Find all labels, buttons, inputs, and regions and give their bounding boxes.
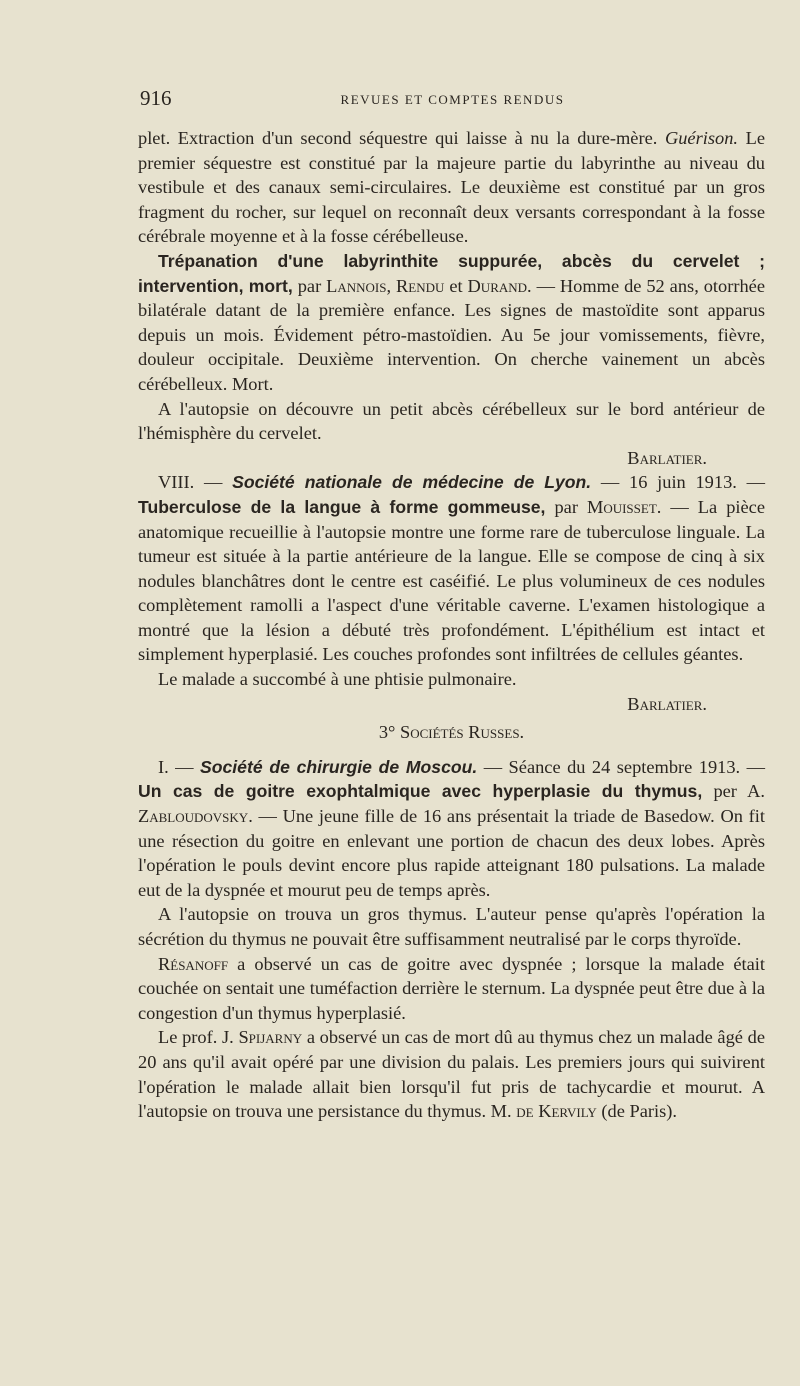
signature-kervily: de Kervily — [516, 1101, 597, 1122]
paragraph-moscou: I. — Société de chirurgie de Moscou. — Séance du 24 septembre 1913. — Un cas de goitre exophtalmique avec hyperplasie du thymus, per A. Zabloudovsky. — Une jeune fille de 16 ans présentait la triade de Basedow. On fit une résection du goitre en enlevant une portion de chacun des deux lobes. Après l'opération le pouls devint encore plus rapide atteignant 180 pulsations. La malade eut de la dyspnée et mourut peu de temps après. — [138, 756, 765, 900]
paragraph-labyrinthite: Trépanation d'une labyrinthite suppurée, abcès du cervelet ; intervention, mort, par Lannois, Rendu et Durand. — Homme de 52 ans, otorrhée bilatérale datant de la première enfance. Les signes de mastoïdite sont apparus depuis un mois. Évidement pétro-mastoïdien. Au 5e jour vomissements, fièvre, douleur occipitale. Deuxième intervention. On cherche vainement un abcès cérébelleux. Mort. — [138, 250, 765, 394]
paragraph-resanoff: Résanoff a observé un cas de goitre avec dyspnée ; lorsque la malade était couchée on sentait une tuméfaction derrière le sternum. La dyspnée peut être due à la congestion d'un thymus hyperplasié. — [138, 953, 765, 1023]
paragraph-phtisie: Le malade a succombé à une phtisie pulmonaire. — [158, 669, 517, 690]
paragraph-autopsy-2: A l'autopsie on trouva un gros thymus. L'auteur pense qu'après l'opération la sécrétion du thymus ne pouvait être suffisamment neutralisé par le corps thyroïde. — [138, 904, 765, 949]
author-name: Lannois — [326, 275, 387, 296]
paragraph-autopsy-1: A l'autopsie on découvre un petit abcès cérébelleux sur le bord antérieur de l'hémisphère du cervelet. — [138, 398, 765, 444]
author-name: Mouisset — [586, 496, 657, 517]
author-name: Résanoff — [158, 953, 229, 974]
paragraph-lyon: VIII. — Société nationale de médecine de Lyon. — 16 juin 1913. — Tuberculose de la langue à forme gommeuse, par Mouisset. — La pièce anatomique recueillie à l'autopsie montre une forme rare de tuberculose linguale. La tumeur est située à la partie antérieure de la langue. Elle se compose de cinq à six nodules blanchâtres dont le centre est caséifié. Le plus volumineux de ces nodules complètement ramolli a l'aspect d'une véritable caverne. L'examen histologique a montré que la lésion a débuté très profondément. L'épithélium est intact et simplement hyperplasié. Les couches profondes sont infiltrées de cellules géantes. — [138, 472, 765, 665]
section-heading: 3° Sociétés Russes. — [378, 722, 525, 743]
author-name: Rendu — [396, 275, 445, 296]
author-name: Durand — [467, 275, 528, 296]
running-title: REVUES ET COMPTES RENDUS — [340, 92, 565, 107]
author-name: Zabloudovsky — [138, 806, 249, 827]
society-name: Société nationale de médecine de Lyon. — [232, 472, 592, 493]
society-name: Société de chirurgie de Moscou. — [200, 756, 478, 777]
article-title: Un cas de goitre exophtalmique avec hyperplasie du thymus, — [138, 781, 703, 802]
signature-barlatier-1: Barlatier. — [627, 447, 707, 468]
author-name: Spijarny — [238, 1027, 303, 1048]
signature-barlatier-2: Barlatier. — [627, 693, 707, 714]
page-header — [140, 86, 765, 116]
page-number: 916 — [140, 86, 172, 110]
article-title: Tuberculose de la langue à forme gommeuse, — [138, 496, 546, 517]
paragraph-spijarny: Le prof. J. Spijarny a observé un cas de mort dû au thymus chez un malade âgé de 20 ans qu'il avait opéré par une division du palais. Les premiers jours qui suivirent l'opération le malade allait bien lorsqu'il fut pris de tachycardie et mourut. A l'autopsie on trouva une persistance du thymus. M. de Kervily (de Paris). — [138, 1027, 765, 1122]
article-title: Trépanation d'une labyrinthite suppurée, abcès du cervelet ; intervention, mort, — [138, 250, 765, 296]
body-text — [138, 126, 765, 1124]
paragraph-1: plet. Extraction d'un second séquestre qui laisse à nu la dure-mère. Guérison. Le premier séquestre est constitué par la majeure partie du labyrinthe au niveau du vestibule et des canaux semi-circulaires. Le deuxième est constitué par un gros fragment du rocher, sur lequel on reconnaît deux versants correspondant à la fosse cérébrale moyenne et à la fosse cérébelleuse. — [138, 128, 765, 247]
